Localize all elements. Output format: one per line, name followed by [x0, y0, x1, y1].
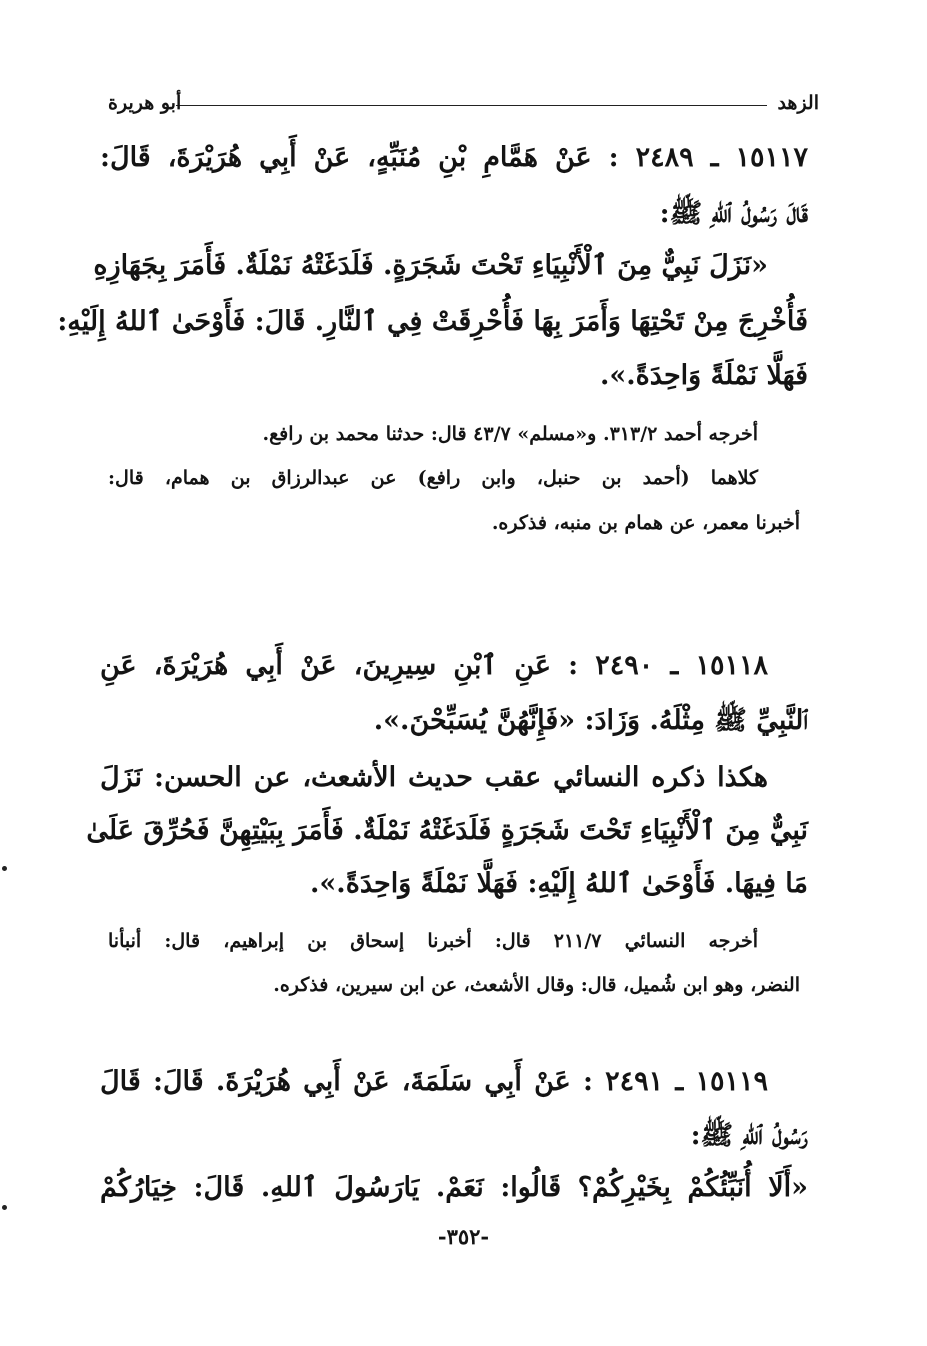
hadith-2490-line-3: هكذا ذكره النسائي عقب حديث الأشعث، عن الحسن: نَزَلَ — [100, 762, 768, 793]
hadith-2491-line-1: ١٥١١٩ ـ ٢٤٩١ : عَنْ أَبِي سَلَمَةَ، عَنْ أَبِي هُرَيْرَةَ. قَالَ: قَالَ — [100, 1066, 768, 1097]
margin-speck — [2, 1205, 7, 1210]
margin-speck — [2, 866, 7, 871]
hadith-2490-line-4: نَبِيٌّ مِنَ ٱلْأَنْبِيَاءِ تَحْتَ شَجَرَةٍ فَلَدَغَتْهُ نَمْلَةٌ. فَأَمَرَ بِبَيْتِهِنَّ فَحُرِّقَ عَلَىٰ — [86, 815, 808, 846]
hadith-2489-line-4: فَأُخْرِجَ مِنْ تَحْتِهَا وَأَمَرَ بِهَا فَأُحْرِقَتْ فِي ٱلنَّارِ. قَالَ: فَأَوْحَىٰ ٱللهُ إِلَيْهِ: — [57, 306, 808, 337]
hadith-2489-note-3: أخبرنا معمر، عن همام بن منبه، فذكره. — [491, 512, 800, 534]
hadith-2489-line-5: فَهَلَّا نَمْلَةً وَاحِدَةً.». — [599, 360, 808, 391]
page-number: -٣٥٢- — [437, 1224, 490, 1249]
hadith-2490-line-5: مَا فِيهَا. فَأَوْحَىٰ ٱللهُ إِلَيْهِ: فَهَلَّا نَمْلَةً وَاحِدَةً.». — [310, 868, 808, 899]
hadith-2489-line-3: «نَزَلَ نَبِيٌّ مِنَ ٱلْأَنْبِيَاءِ تَحْتَ شَجَرَةٍ. فَلَدَغَتْهُ نَمْلَةٌ. فَأَمَرَ بِجَهَازِهِ — [93, 250, 768, 281]
hadith-2490-line-2: ٱلنَّبِيِّ ﷺ مِثْلَهُ. وَزَادَ: «فَإِنَّهُنَّ يُسَبِّحْنَ.». — [373, 705, 808, 736]
hadith-2491-line-2: رَسُولُ ٱللهِ ﷺ: — [690, 1120, 808, 1151]
hadith-2489-note-1: أخرجه أحمد ٣١٣/٢. و«مسلم» ٤٣/٧ قال: حدثنا محمد بن رافع. — [262, 423, 758, 445]
header-rule — [176, 105, 767, 106]
hadith-2490-line-1: ١٥١١٨ ـ ٢٤٩٠ : عَنِ ٱبْنِ سِيرِينَ، عَنْ أَبِي هُرَيْرَةَ، عَنِ — [100, 650, 768, 681]
hadith-2490-note-2: النضر، وهو ابن شُميل، قال: وقال الأشعث، عن ابن سيرين، فذكره. — [273, 974, 800, 996]
hadith-2489-line-1: ١٥١١٧ ـ ٢٤٨٩ : عَنْ هَمَّامِ بْنِ مُنَبِّهٍ، عَنْ أَبِي هُرَيْرَةَ، قَالَ: — [100, 142, 808, 173]
hadith-2490-note-1: أخرجه النسائي ٢١١/٧ قال: أخبرنا إسحاق بن إبراهيم، قال: أنبأنا — [108, 930, 758, 952]
header-narrator: أبو هريرة — [108, 92, 182, 114]
hadith-2489-line-2: قَالَ رَسُولُ ٱللهِ ﷺ: — [659, 198, 808, 229]
header-book-title: الزهد — [777, 92, 819, 114]
hadith-2491-line-3: «أَلَا أُنَبِّئُكُمْ بِخَيْرِكُمْ؟ قَالُوا: نَعَمْ. يَارَسُولَ ٱللهِ. قَالَ: خِيَارُكُمْ — [100, 1172, 808, 1203]
hadith-2489-note-2: كلاهما (أحمد بن حنبل، وابن رافع) عن عبدالرزاق بن همام، قال: — [108, 467, 758, 489]
running-header — [108, 92, 819, 122]
